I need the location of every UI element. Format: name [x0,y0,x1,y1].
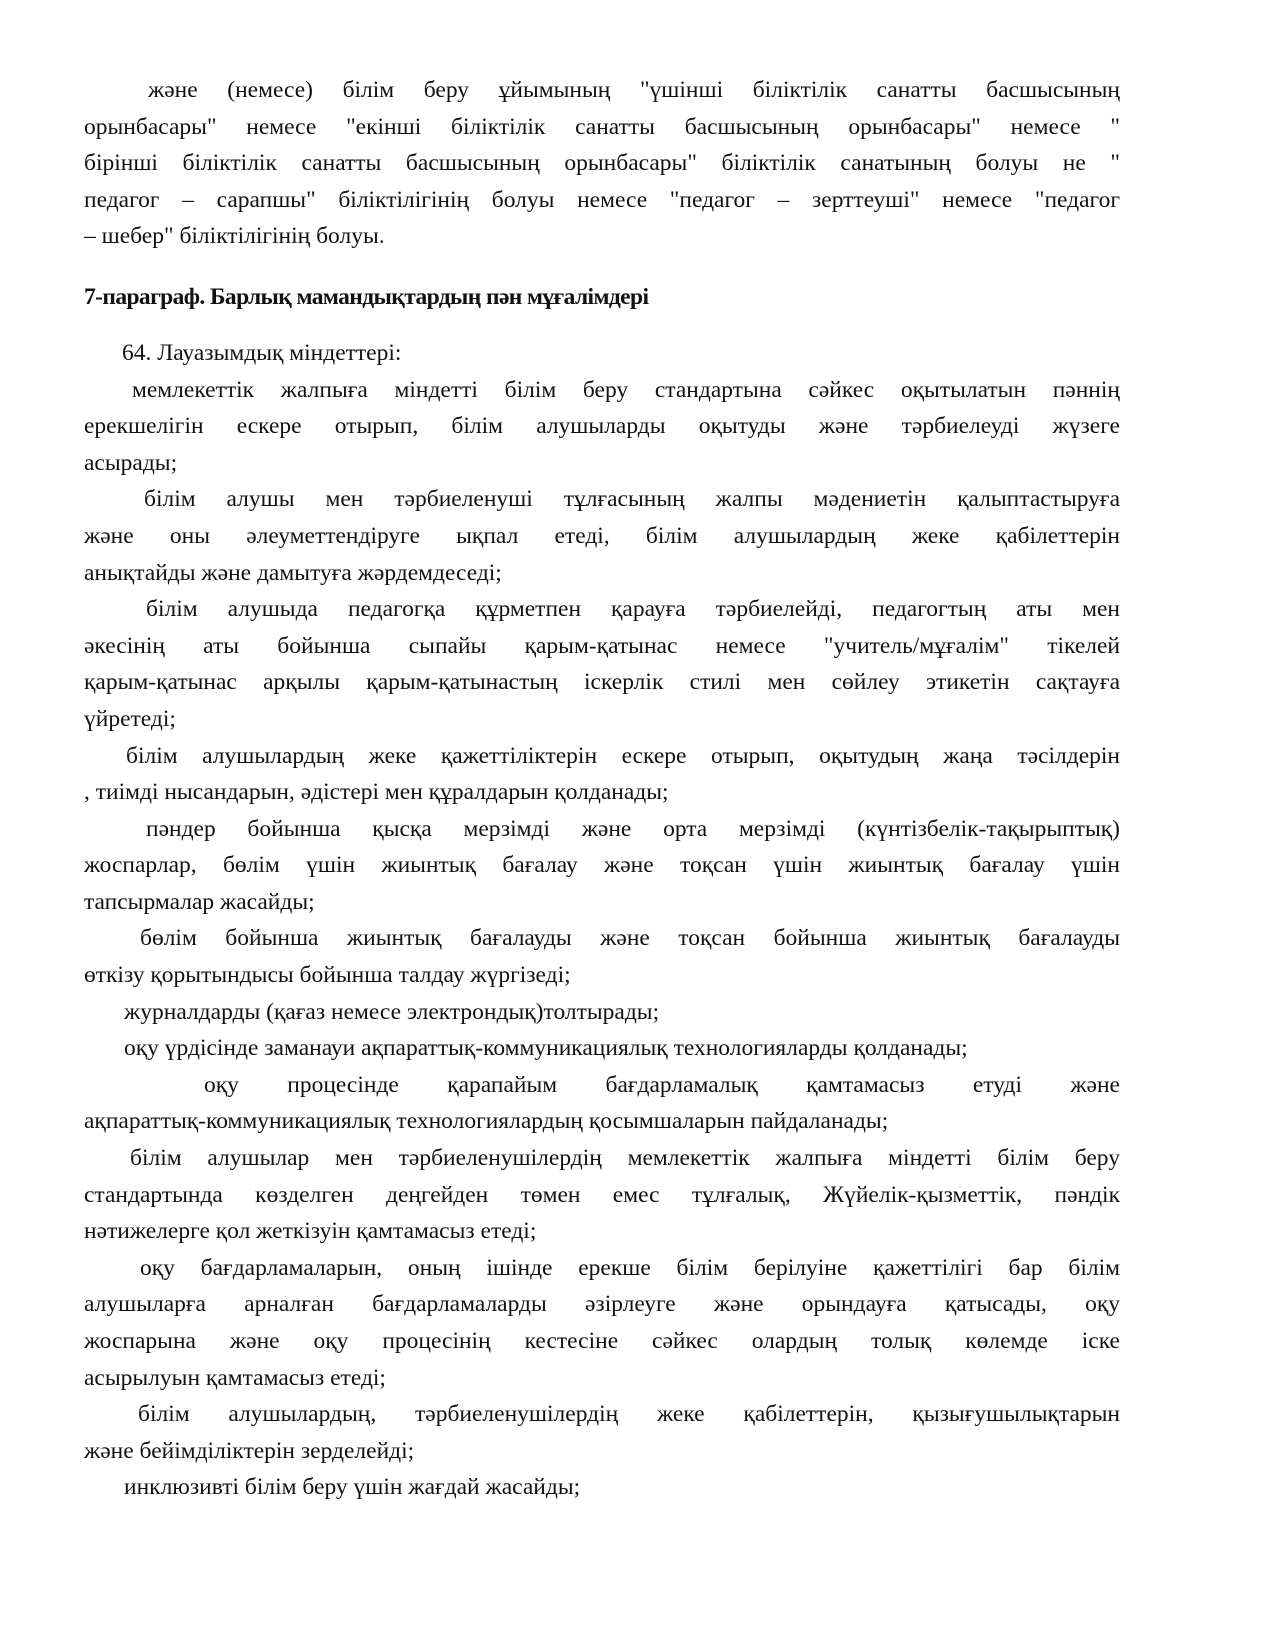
duty-line: және оны әлеуметтендіруге ықпал етеді, білім алушылардың жеке қабілеттерін [84,522,1120,549]
duties-list [84,372,1120,1506]
duty-line: пәндер бойынша қысқа мерзімді және орта мерзімді (күнтізбелік-тақырыптық) [146,815,1120,842]
duty-line: жоспарлар, бөлім үшін жиынтық бағалау және тоқсан үшін жиынтық бағалау үшін [84,852,1120,879]
text-line: – шебер" біліктілігінің болуы. [84,223,385,250]
duty-line: білім алушы мен тәрбиеленуші тұлғасының жалпы мәдениетін қалыптастыруға [144,486,1120,513]
duty-line: білім алушылардың, тәрбиеленушілердің жеке қабілеттерін, қызығушылықтарын [138,1401,1120,1428]
duty-line: оқу процесінде қарапайым бағдарламалық қамтамасыз етуді және [204,1071,1120,1098]
text-line: және (немесе) білім беру ұйымының "үшінші біліктілік санатты басшысының [148,77,1120,103]
duty-line: стандартында көзделген деңгейден төмен емес тұлғалық, Жүйелік-қызметтік, пәндік [84,1181,1120,1208]
duty-line: инклюзивті білім беру үшін жағдай жасайды; [124,1474,581,1501]
duty-line: өткізу қорытындысы бойынша талдау жүргізеді; [84,962,571,989]
duty-line: және бейімділіктерін зерделейді; [84,1437,415,1464]
duty-line: бөлім бойынша жиынтық бағалауды және тоқсан бойынша жиынтық бағалауды [140,925,1120,952]
duty-line: асырылуын қамтамасыз етеді; [84,1364,386,1391]
duty-line: оқу бағдарламаларын, оның ішінде ерекше білім берілуіне қажеттілігі бар білім [140,1254,1120,1281]
text-line: бірінші біліктілік санатты басшысының орынбасары" біліктілік санатының болуы не " [84,150,1120,177]
duty-line: ақпараттық-коммуникациялық технологиялардың қосымшаларын пайдаланады; [84,1108,889,1135]
duty-line: қарым-қатынас арқылы қарым-қатынастың іскерлік стилі мен сөйлеу этикетін сақтауға [84,669,1120,696]
duty-line: алушыларға арналған бағдарламаларды әзірлеуге және орындауға қатысады, оқу [84,1291,1120,1318]
duty-line: үйретеді; [84,705,176,732]
item-title: 64. Лауазымдық міндеттері: [122,339,402,366]
duty-line: жоспарына және оқу процесінің кестесіне сәйкес олардың толық көлемде іске [84,1328,1120,1354]
duty-line: білім алушыда педагогқа құрметпен қарауға тәрбиелейді, педагогтың аты мен [146,596,1120,623]
text-line: педагог – сарапшы" біліктілігінің болуы немесе "педагог – зерттеуші" немесе "педагог [84,186,1120,213]
duty-line: ерекшелігін ескере отырып, білім алушыларды оқытуды және тәрбиелеуді жүзеге [84,413,1120,440]
duty-line: мемлекеттік жалпыға міндетті білім беру стандартына сәйкес оқытылатын пәннің [132,376,1120,403]
duty-line: асырады; [84,449,178,476]
duty-line: тапсырмалар жасайды; [84,888,315,915]
duty-line: әкесінің аты бойынша сыпайы қарым-қатынас немесе "учитель/мұғалім" тікелей [84,632,1120,659]
document-page [84,72,1120,1506]
text-line: орынбасары" немесе "екінші біліктілік санатты басшысының орынбасары" немесе " [84,113,1120,140]
duty-line: білім алушылардың жеке қажеттіліктерін ескере отырып, оқытудың жаңа тәсілдерін [126,742,1120,769]
duty-line: оқу үрдісінде заманауи ақпараттық-коммуникациялық технологияларды қолданады; [124,1035,968,1062]
duty-line: , тиімді нысандарын, әдістері мен құралдарын қолданады; [84,779,669,806]
duty-line: журналдарды (қағаз немесе электрондық)толтырады; [124,998,660,1025]
intro-paragraph [84,72,1120,255]
duty-line: нәтижелерге қол жеткізуін қамтамасыз етеді; [84,1218,537,1245]
duty-line: білім алушылар мен тәрбиеленушілердің мемлекеттік жалпыға міндетті білім беру [130,1145,1120,1172]
section-heading: 7-параграф. Барлық мамандықтардың пән мұғалімдері [84,283,649,310]
duty-line: анықтайды және дамытуға жәрдемдеседі; [84,559,502,586]
